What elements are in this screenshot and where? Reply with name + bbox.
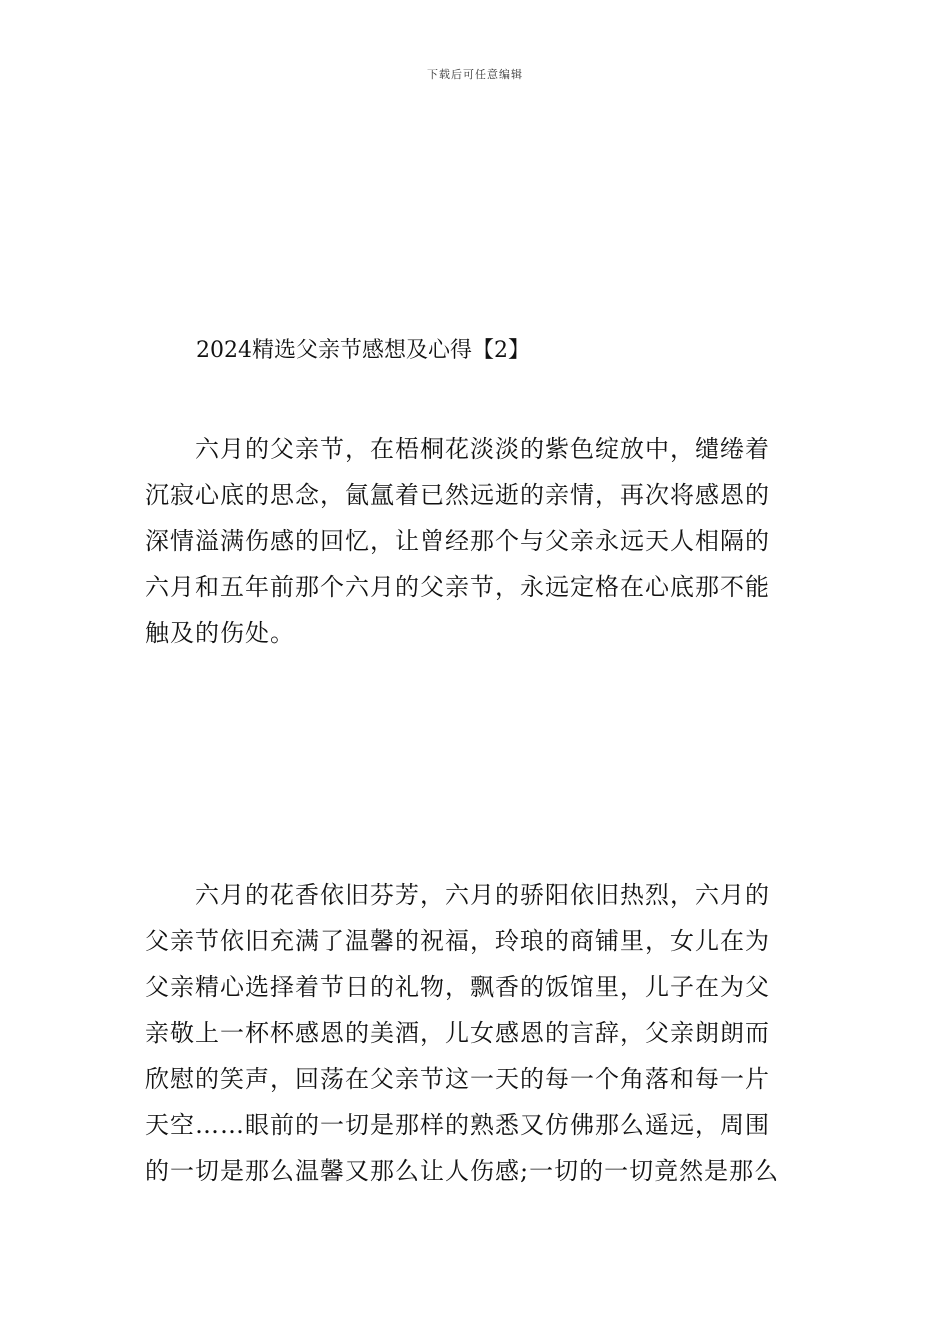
paragraph-line: 六月的花香依旧芬芳，六月的骄阳依旧热烈，六月的 [195,881,770,909]
paragraph-line: 欣慰的笑声，回荡在父亲节这一天的每一个角落和每一片 [145,1065,770,1093]
paragraph-line: 的一切是那么温馨又那么让人伤感;一切的一切竟然是那么 [145,1157,780,1185]
document-title: 2024精选父亲节感想及心得【2】 [196,338,530,363]
header-note: 下载后可任意编辑 [427,68,523,81]
paragraph-2 [145,872,809,1194]
paragraph-line: 六月和五年前那个六月的父亲节，永远定格在心底那不能 [145,573,770,601]
paragraph-line: 父亲精心选择着节日的礼物，飘香的饭馆里，儿子在为父 [145,973,770,1001]
paragraph-line: 父亲节依旧充满了温馨的祝福，玲琅的商铺里，女儿在为 [145,927,770,955]
paragraph-line: 沉寂心底的思念，氤氲着已然远逝的亲情，再次将感恩的 [145,481,770,509]
paragraph-line: 六月的父亲节，在梧桐花淡淡的紫色绽放中，缱绻着 [195,435,770,463]
paragraph-1 [145,426,809,656]
paragraph-line: 天空……眼前的一切是那样的熟悉又仿佛那么遥远，周围 [145,1111,770,1139]
paragraph-line: 亲敬上一杯杯感恩的美酒，儿女感恩的言辞，父亲朗朗而 [145,1019,770,1047]
paragraph-line: 触及的伤处。 [145,619,295,647]
paragraph-line: 深情溢满伤感的回忆，让曾经那个与父亲永远天人相隔的 [145,527,770,555]
